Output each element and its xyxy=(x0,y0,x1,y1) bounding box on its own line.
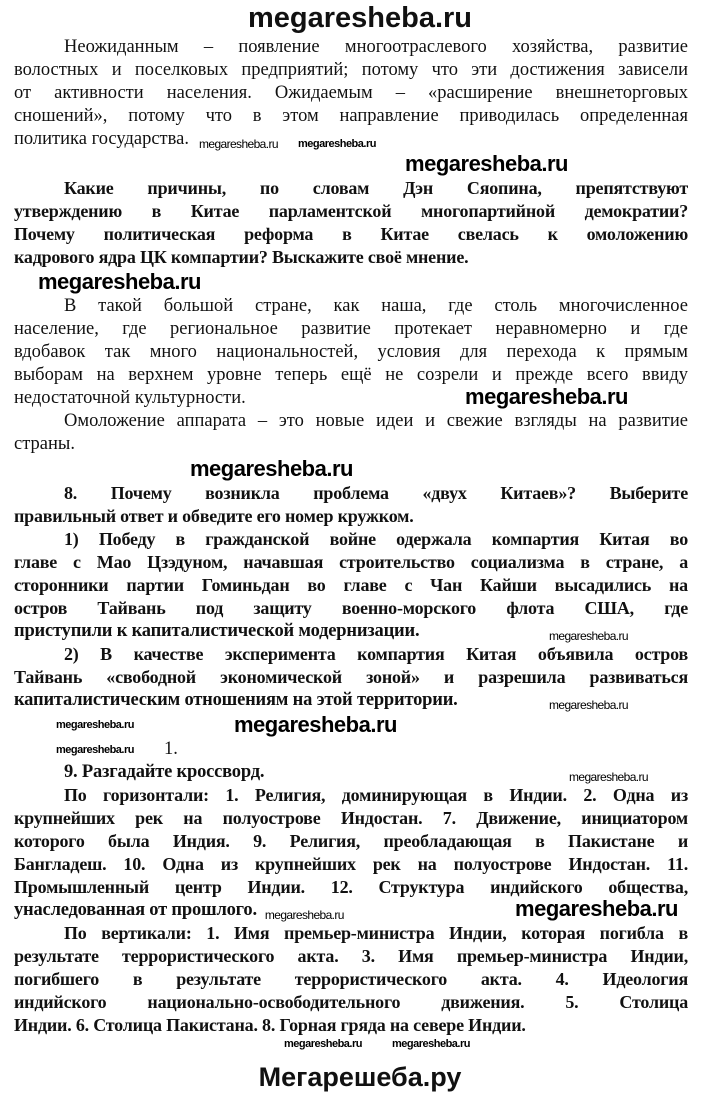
text-line: население, где региональное развитие протекает неравномерно и где xyxy=(14,319,688,339)
watermark: megaresheba.ru xyxy=(405,151,568,176)
header-watermark: megaresheba.ru xyxy=(247,2,473,34)
footer-watermark: Мегарешеба.ру xyxy=(258,1062,462,1092)
vertical-clue-line: По вертикали: 1. Имя премьер-министра Индии, которая погибла в xyxy=(64,923,688,943)
option-1-line: сторонники партии Гоминьдан во главе с Чан Кайши высадились на xyxy=(14,575,688,595)
text-line: правильный ответ и обведите его номер кружком. xyxy=(14,506,414,526)
option-2-line: Тайвань «свободной экономической зоной» и разрешила развиваться xyxy=(14,667,688,687)
text-line: В такой большой стране, как наша, где столь многочисленное xyxy=(64,296,688,316)
text-line: 8. Почему возникла проблема «двух Китаев»? Выберите xyxy=(64,483,688,503)
horizontal-clue-line: которого была Индия. 9. Религия, преобладающая в Пакистане и xyxy=(14,831,688,851)
text-row xyxy=(14,761,688,784)
text-line: Неожиданным – появление многоотраслевого хозяйства, развитие xyxy=(64,37,688,57)
option-2-line: капиталистическим отношениям на этой территории. xyxy=(14,690,458,710)
watermark: megaresheba.ru xyxy=(284,1038,362,1050)
answer-text: 1. xyxy=(163,739,178,759)
text-line: сношений», потому что в этом направление приводилась определенная xyxy=(14,106,688,126)
text-line: недостаточной культурности. xyxy=(14,388,246,408)
text-line: кадрового ядра ЦК компартии? Выскажите своё мнение. xyxy=(14,247,469,267)
watermark: megaresheba.ru xyxy=(569,770,648,784)
watermark-row xyxy=(14,269,688,295)
watermark: megaresheba.ru xyxy=(198,137,278,151)
text-row xyxy=(14,384,688,410)
answer-8 xyxy=(14,738,688,761)
watermark: megaresheba.ru xyxy=(515,896,678,921)
text-line: политика государства. xyxy=(14,129,189,149)
vertical-clue-line: Индии. 6. Столица Пакистана. 8. Горная гряда на севере Индии. xyxy=(14,1015,526,1035)
vertical-clue-line: погибшего в результате террористического акта. 4. Идеология xyxy=(14,969,688,989)
text-line: утверждению в Китае парламентской многопартийной демократии? xyxy=(14,201,688,221)
horizontal-clue-line: унаследованная от прошлого. xyxy=(14,900,257,920)
text-row xyxy=(14,620,688,643)
question-8 xyxy=(14,482,688,712)
text-line: волостных и поселковых предприятий; потому что эти достижения зависели xyxy=(14,60,688,80)
horizontal-clue-line: крупнейших рек на полуострове Индостан. 7. Движение, инициатором xyxy=(14,808,688,828)
text-line: Какие причины, по словам Дэн Сяопина, препятствуют xyxy=(64,178,688,198)
question-9 xyxy=(14,761,688,1037)
option-2-line: 2) В качестве эксперимента компартия Китая объявила остров xyxy=(64,644,688,664)
text-line: от активности населения. Ожидаемым – «расширение внешнеторговых xyxy=(14,83,688,103)
watermark: megaresheba.ru xyxy=(56,719,134,731)
watermark-row xyxy=(14,151,688,177)
horizontal-clue-line: По горизонтали: 1. Религия, доминирующая в Индии. 2. Одна из xyxy=(64,785,688,805)
watermark: megaresheba.ru xyxy=(549,629,628,643)
watermark: megaresheba.ru xyxy=(190,456,353,481)
paragraph-answer-2 xyxy=(14,295,688,456)
option-1-line: остров Тайвань под защиту военно-морского флота США, где xyxy=(14,598,688,618)
text-line: Почему политическая реформа в Китае свелась к омоложению xyxy=(14,224,688,244)
watermark: megaresheba.ru xyxy=(391,1038,470,1050)
watermark-row xyxy=(14,456,688,482)
watermark-row xyxy=(14,1037,688,1051)
vertical-clue-line: индийского национально-освободительного движения. 5. Столица xyxy=(14,992,688,1012)
watermark: megaresheba.ru xyxy=(38,269,201,294)
text-line: выборам на верхнем уровне теперь ещё не созрели и прежде всего ввиду xyxy=(14,365,688,385)
vertical-clue-line: результате террористического акта. 3. Имя премьер-министра Индии, xyxy=(14,946,688,966)
text-row xyxy=(14,689,688,712)
text-line: вдобавок так много национальностей, условия для перехода к прямым xyxy=(14,342,688,362)
text-line: 9. Разгадайте кроссворд. xyxy=(64,762,265,782)
text-line: страны. xyxy=(14,434,75,454)
text-row xyxy=(14,896,688,922)
option-1-line: приступили к капиталистической модернизации. xyxy=(14,621,420,641)
horizontal-clue-line: Бангладеш. 10. Одна из крупнейших рек на полуострове Индостан. 11. xyxy=(14,854,688,874)
text-line: Омоложение аппарата – это новые идеи и свежие взгляды на развитие xyxy=(64,411,688,431)
watermark: megaresheba.ru xyxy=(56,744,134,756)
horizontal-clue-line: Промышленный центр Индии. 12. Структура индийского общества, xyxy=(14,877,688,897)
watermark: megaresheba.ru xyxy=(233,712,397,737)
watermark: megaresheba.ru xyxy=(264,908,344,922)
paragraph-answer-1 xyxy=(14,36,688,151)
question-deng xyxy=(14,177,688,269)
watermark: megaresheba.ru xyxy=(297,138,376,150)
option-1-line: 1) Победу в гражданской войне одержала компартия Китая во xyxy=(64,529,688,549)
option-1-line: главе с Мао Цзэдуном, начавшая строительство социализма в стране, а xyxy=(14,552,688,572)
watermark: megaresheba.ru xyxy=(549,698,628,712)
text-row xyxy=(14,128,688,151)
watermark-row xyxy=(14,712,688,738)
watermark: megaresheba.ru xyxy=(465,384,628,409)
